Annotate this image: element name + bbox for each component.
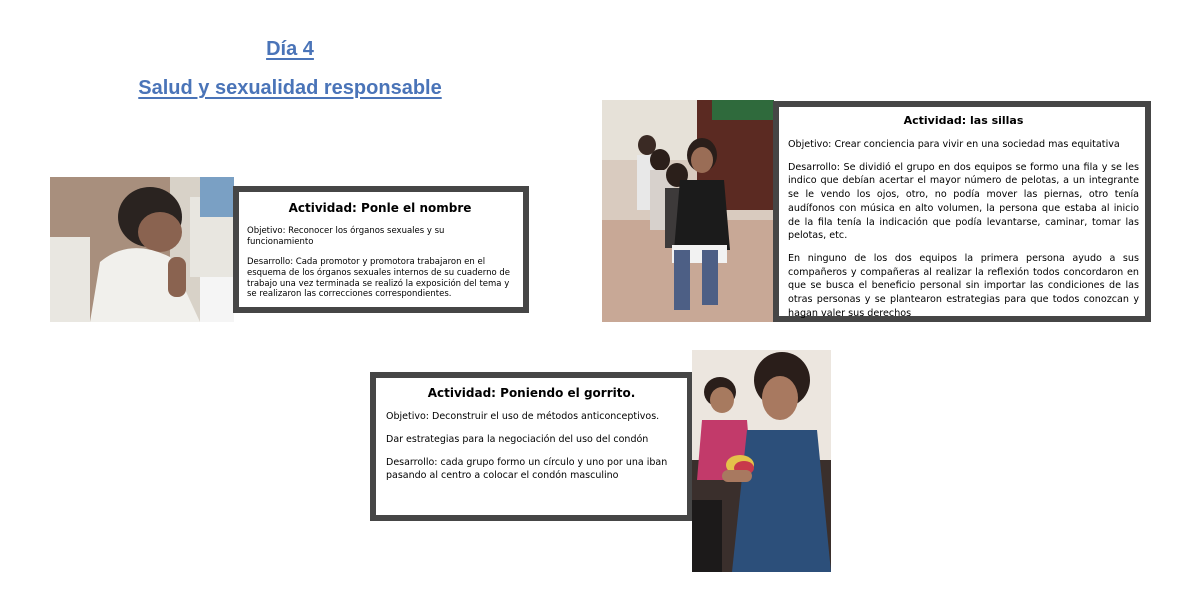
activity-objective: Objetivo: Deconstruir el uso de métodos anticonceptivos. — [386, 411, 660, 422]
activity-objective: Objetivo: Reconocer los órganos sexuales y su funcionamiento — [247, 226, 445, 247]
activity-card-las-sillas — [773, 101, 1151, 322]
activity-1-photo — [50, 177, 234, 322]
activity-title: Actividad: Poniendo el gorrito. — [427, 386, 636, 400]
activity-reflection: En ninguno de los dos equipos la primera persona ayudo a sus compañeros y compañeras al realizar la reflexión todos concordaron en que se busca el beneficio personal sin importar las condiciones de las otras personas y se plantearon estrategias para que todos conozcan y hagan valer sus derechos — [788, 253, 1139, 319]
day-title: Día 4 — [266, 38, 314, 60]
activity-development: Desarrollo: Se dividió el grupo en dos equipos se formo una fila y se les indico que debían acertar el mayor número de pelotas, a un integrante se le vendo los ojos, otro, no podía mover las piernas, otro tenía audífonos con música en alto volumen, la persona que estaba al inicio de la fila tenía la indicación que podía levantarse, caminar, tomar las pelotas, etc. — [788, 161, 1139, 242]
activity-development: Desarrollo: cada grupo formo un círculo y uno por una iban pasando al centro a colocar el condón masculino — [386, 456, 668, 482]
activity-3-photo — [692, 350, 831, 572]
activity-development: Desarrollo: Cada promotor y promotora trabajaron en el esquema de los órganos sexuales internos de su cuaderno de trabajo una vez terminada se realizó la exposición del tema y se realizaron las correcciones correspondientes. — [247, 256, 510, 300]
activity-strategy: Dar estrategias para la negociación del uso del condón — [386, 433, 649, 445]
activity-title: Actividad: las sillas — [903, 114, 1024, 127]
topic-title: Salud y sexualidad responsable — [138, 77, 442, 99]
activity-objective: Objetivo: Crear conciencia para vivir en una sociedad mas equitativa — [788, 139, 1120, 150]
activity-2-photo — [602, 100, 774, 322]
activity-card-poniendo-el-gorrito — [370, 372, 693, 521]
activity-card-ponle-el-nombre — [233, 186, 529, 313]
activity-title: Actividad: Ponle el nombre — [288, 201, 472, 215]
